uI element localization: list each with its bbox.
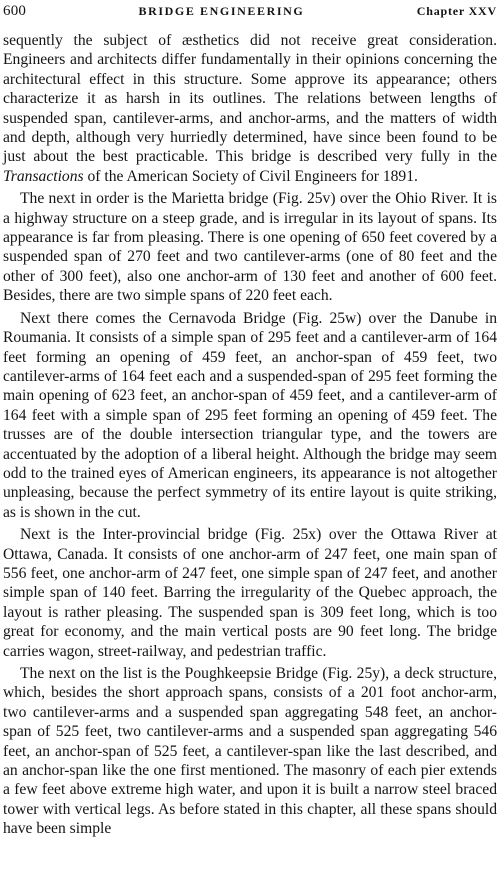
running-head — [3, 3, 497, 31]
paragraph-text: sequently the subject of æsthetics did not receive great consideration. Engineers and architects differ fundamentally in their opinions concerning the architectural effect in this structure. Some approve its appearance; others characterize it as harsh in its outlines. The relations between lengths of suspended span, cantilever-arms, and anchor-arms, and the matters of width and depth, although very hurriedly determined, have since been found to be just about the best practicable. This bridge is described very fully in the — [3, 32, 497, 166]
paragraph-text: of the American Society of Civil Engineers for 1891. — [83, 167, 418, 185]
paragraph-interprovincial-bridge: Next is the Inter-provincial bridge (Fig. 25x) over the Ottawa River at Ottawa, Canada. It consists of one anchor-arm of 247 feet, one main span of 556 feet, one anchor-arm of 247 feet, one simple span of 247 feet, and another simple span of 140 feet. Barring the irregularity of the Quebec approach, the layout is rather pleasing. The suspended span is 309 feet long, which is too great for economy, and the main vertical posts are 90 feet long. The bridge carries wagon, street-railway, and pedestrian traffic. — [3, 526, 497, 660]
paragraph-marietta-bridge: The next in order is the Marietta bridge (Fig. 25v) over the Ohio River. It is a highway structure on a steep grade, and is irregular in its layout of spans. Its appearance is far from pleasing. There is one opening of 650 feet covered by a suspended span of 270 feet and two cantilever-arms (one of 80 feet and the other of 300 feet), also one anchor-arm of 130 feet and another of 600 feet. Besides, there are two simple spans of 220 feet each. — [3, 190, 497, 305]
page-number: 600 — [3, 3, 27, 19]
journal-title: Transactions — [3, 167, 84, 185]
paragraph-continuation — [3, 31, 497, 186]
chapter-label: Chapter XXV — [416, 4, 497, 18]
paragraph-cernavoda-bridge: Next there comes the Cernavoda Bridge (Fig. 25w) over the Danube in Roumania. It consists of a simple span of 295 feet and a cantilever-arm of 164 feet forming an opening of 459 feet, an anchor-span of 459 feet, two cantilever-arms of 164 feet each and a suspended-span of 295 feet forming the main opening of 623 feet, an anchor-span of 459 feet, and a cantilever-arm of 164 feet with a simple span of 295 feet forming an opening of 459 feet. The trusses are of the double intersection triangular type, and the towers are accentuated by the adoption of a liberal height. Although the bridge may seem odd to the trained eyes of American engineers, its appearance is not altogether unpleasing, because the perfect symmetry of its entire layout is quite striking, as is shown in the cut. — [3, 309, 497, 521]
paragraph-poughkeepsie-bridge: The next on the list is the Poughkeepsie Bridge (Fig. 25y), a deck structure, which, besides the short approach spans, consists of a 201 foot anchor-arm, two cantilever-arms and a suspended span aggregating 548 feet, an anchor-span of 525 feet, two cantilever-arms and a suspended span aggregating 546 feet, an anchor-span of 525 feet, a cantilever-span like the last described, and an anchor-span like the one first mentioned. The masonry of each pier extends a few feet above extreme high water, and upon it is built a narrow steel braced tower with vertical legs. As before stated in this chapter, all these spans should have been simple — [3, 665, 497, 838]
body-text — [3, 31, 497, 839]
running-title: BRIDGE ENGINEERING — [138, 4, 305, 18]
